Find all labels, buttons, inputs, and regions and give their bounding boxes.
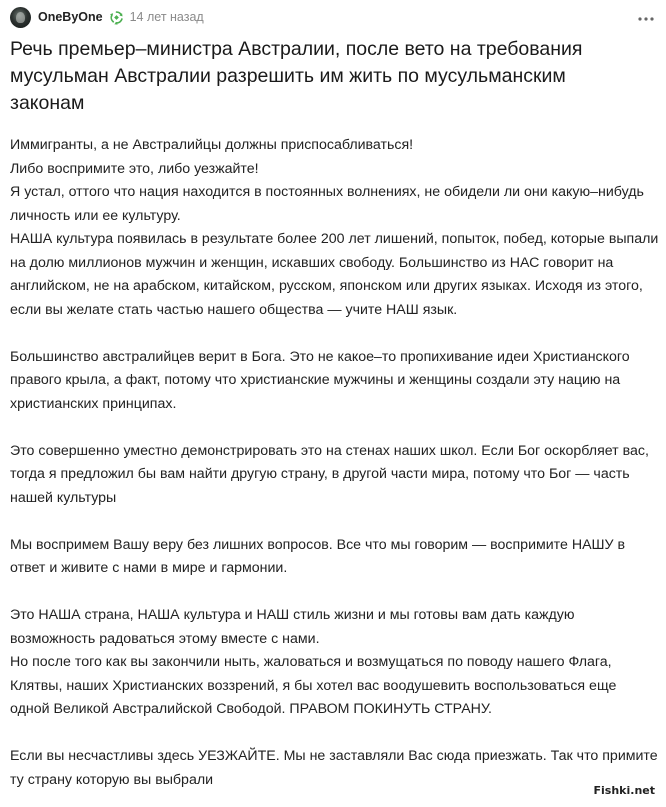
more-options-icon: [638, 8, 654, 26]
body-line: правого крыла, а факт, потому что христианские мужчины и женщины создали эту нацию на: [10, 372, 621, 388]
body-line: Это совершенно уместно демонстрировать это на стенах наших школ. Если Бог оскорбляет вас,: [10, 442, 649, 459]
body-line: на долю миллионов мужчин и женщин, искавших свободу. Большинство из НАС говорит на: [10, 254, 614, 271]
paragraph-gap: [10, 722, 658, 746]
body-line: Я устал, оттого что нация находится в постоянных волнениях, не обидели ли они какую–нибудь: [10, 184, 644, 200]
body-line: Большинство австралийцев верит в Бога. Это не какое–то пропихивание идеи Христианского: [10, 348, 630, 365]
more-options-button[interactable]: [636, 7, 656, 27]
author-name[interactable]: OneByOne: [38, 10, 103, 24]
body-line: английском, не на арабском, китайском, русском, японском или других языках. Исходя из этого,: [10, 278, 643, 294]
post-header: [10, 6, 656, 28]
body-line: одной Великой Австралийской Свободой. ПРАВОМ ПОКИНУТЬ СТРАНУ.: [10, 701, 492, 717]
post-timestamp[interactable]: 14 лет назад: [129, 10, 204, 24]
body-line: Либо воспримите это, либо уезжайте!: [10, 160, 259, 177]
body-line: Клятвы, наших Христианских воззрений, я бы хотел вас воодушевить воспользоваться еще: [10, 677, 617, 694]
body-line: Иммигранты, а не Австралийцы должны приспосабливаться!: [10, 137, 414, 153]
paragraph-gap: [10, 510, 658, 534]
post-title[interactable]: [10, 36, 650, 117]
paragraph-gap: [10, 581, 658, 605]
paragraph-gap: [10, 322, 658, 346]
body-line: возможность радоваться этому вместе с нами.: [10, 630, 320, 647]
body-line: тогда я предложил бы вам найти другую страну, в другой части мира, потому что Бог — часть: [10, 466, 630, 482]
body-line: Это НАША страна, НАША культура и НАШ стиль жизни и мы готовы вам дать каждую: [10, 607, 575, 623]
body-line: Мы воспримем Вашу веру без лишних вопросов. Все что мы говорим — воспримите НАШУ в: [10, 536, 626, 553]
body-line: НАША культура появилась в результате более 200 лет лишений, попыток, побед, которые выпали: [10, 231, 659, 247]
post-title-line: Речь премьер–министра Австралии, после вето на требования: [10, 38, 583, 60]
body-line: Если вы несчастливы здесь УЕЗЖАЙТЕ. Мы не заставляли Вас сюда приезжать. Так что примите: [10, 748, 658, 764]
post-title-line: законам: [10, 92, 85, 114]
avatar[interactable]: [10, 7, 31, 28]
body-line: личность или ее культуру.: [10, 207, 181, 224]
site-watermark: Fishki.net: [591, 783, 658, 799]
paragraph-gap: [10, 416, 658, 440]
recycle-badge-icon: [109, 10, 124, 25]
body-line: если вы желате стать частью нашего общества — учите НАШ язык.: [10, 301, 458, 318]
body-line: нашей культуры: [10, 489, 117, 506]
body-line: христианских принципах.: [10, 395, 177, 412]
body-line: ответ и живите с нами в мире и гармонии.: [10, 560, 288, 576]
body-line: Но после того как вы закончили ныть, жаловаться и возмущаться по поводу нашего Флага,: [10, 654, 612, 670]
body-line: ту страну которую вы выбрали: [10, 771, 214, 788]
post-title-line: мусульман Австралии разрешить им жить по мусульманским: [10, 65, 566, 87]
post-body: [10, 134, 658, 792]
